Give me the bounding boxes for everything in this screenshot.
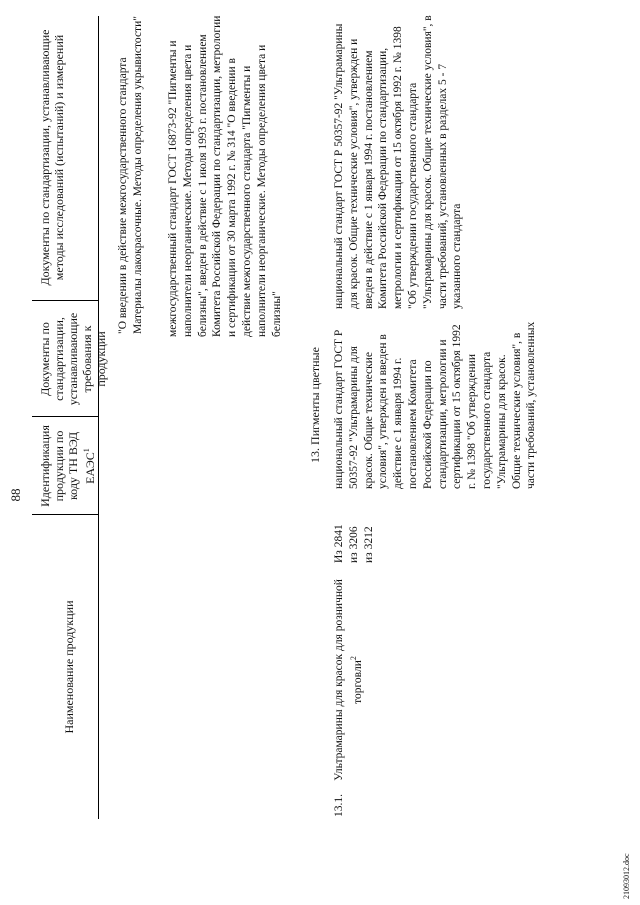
- footer-doc-code: 21093012.doc: [622, 853, 631, 899]
- header-divider-1: [32, 514, 98, 515]
- code-1: Из 2841: [333, 524, 345, 563]
- code-2: из 3206: [347, 526, 360, 563]
- requirements-gost-50357: национальный стандарт ГОСТ Р 50357-92 "Ультрамарины для красок. Общие технические условия", утвержден и введен в действие с 1 января 1994 г. постановлением Комитета Российской Федерации по стандартизации, метрологии и сертификации от 15 октября 1992 г. № 1398 "Об утверждении государственного стандарта "Ультрамарины для красок. Общие технические условия", в части требований, установленных: [333, 321, 538, 489]
- header-requirements-docs: Документы по стандартизации, устанавливающие требования к продукции: [38, 312, 108, 406]
- header-divider-3: [32, 300, 98, 301]
- tnved-codes: [332, 493, 376, 563]
- header-divider-2: [32, 416, 98, 417]
- row-number: 13.1.: [333, 794, 345, 817]
- header-tnved-code: Идентификация продукции по коду ТН ВЭД ЕАЭС$^1$: [38, 425, 97, 507]
- methods-gost-50357: национальный стандарт ГОСТ Р 50357-92 "Ультрамарины для красок. Общие технические условия", утвержден и введен в действие с 1 января 1994 г. постановлением Комитета Российской Федерации по стандартизации, метрологии и сертификации от 15 октября 1992 г. № 1398 "Об утверждении государственного стандарта "Ультрамарины для красок. Общие технические условия", в части требований, установленных в разделах 5 - 7 указанного стандарта: [333, 15, 464, 309]
- header-product-name: Наименование продукции: [62, 600, 76, 734]
- page-number: 88: [8, 488, 23, 502]
- section-title: 13. Пигменты цветные: [308, 347, 322, 463]
- code-3: из 3212: [362, 526, 375, 563]
- header-bottom-rule: [98, 16, 99, 819]
- methods-continued-text: "О введении в действие межгосударственного стандарта Материалы лакокрасочные. Методы определения укрывистости": [117, 16, 144, 334]
- methods-gost-16873: межгосударственный стандарт ГОСТ 16873-92 "Пигменты и наполнители неорганические. Методы определения цвета и белизны", введен в действие с 1 июля 1993 г. постановлением Комитета Российской Федерации по стандартизации, метрологии и сертификации от 30 марта 1992 г. № 314 "О введении в действие межгосударственного стандарта "Пигменты и наполнители неорганические. Методы определения цвета и белизны": [167, 15, 283, 337]
- header-methods-docs: Документы по стандартизации, устанавливающие методы исследований (испытаний) и измерений: [38, 29, 66, 286]
- product-name: Ультрамарины для красок для розничной торговли$^2$: [333, 579, 364, 781]
